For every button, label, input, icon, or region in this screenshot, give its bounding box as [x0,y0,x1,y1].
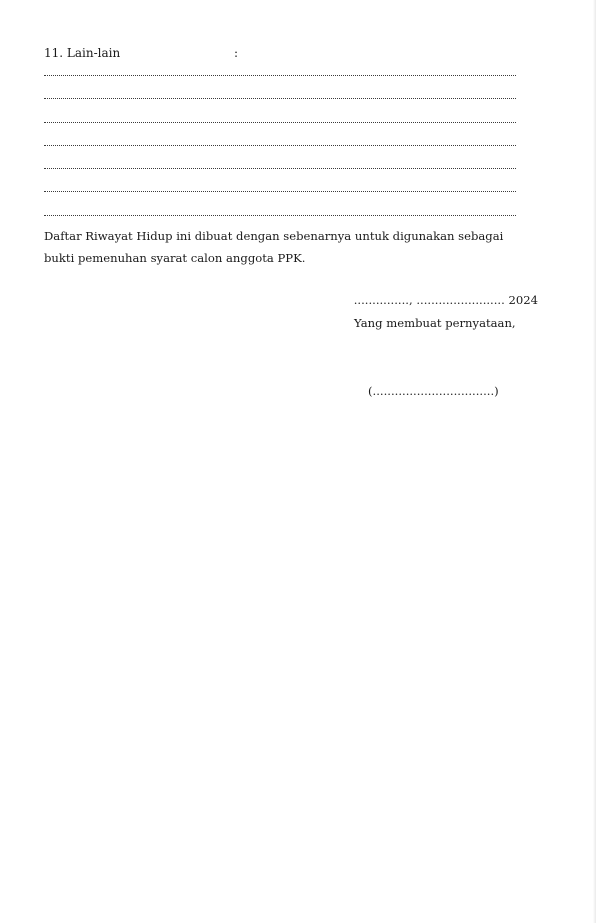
dotted-line [44,134,516,146]
dotted-line [44,204,516,216]
dotted-line [44,157,516,169]
dotted-line [44,180,516,192]
signer-title: Yang membuat pernyataan, [354,316,516,330]
section-label: 11. Lain-lain [44,46,121,60]
dotted-line [44,87,516,99]
statement-paragraph [44,225,544,269]
statement-line-2: bukti pemenuhan syarat calon anggota PPK. [44,251,306,265]
signature-placeholder: (.................................) [368,384,499,398]
section-11-row [44,45,239,61]
dotted-line [44,111,516,123]
section-colon: : [234,46,239,60]
dotted-line [44,64,516,76]
statement-line-1: Daftar Riwayat Hidup ini dibuat dengan sebenarnya untuk digunakan sebagai [44,229,504,243]
dotted-fill-lines [44,64,516,227]
place-date-line: ..............., ........................ 2024 [353,293,538,307]
